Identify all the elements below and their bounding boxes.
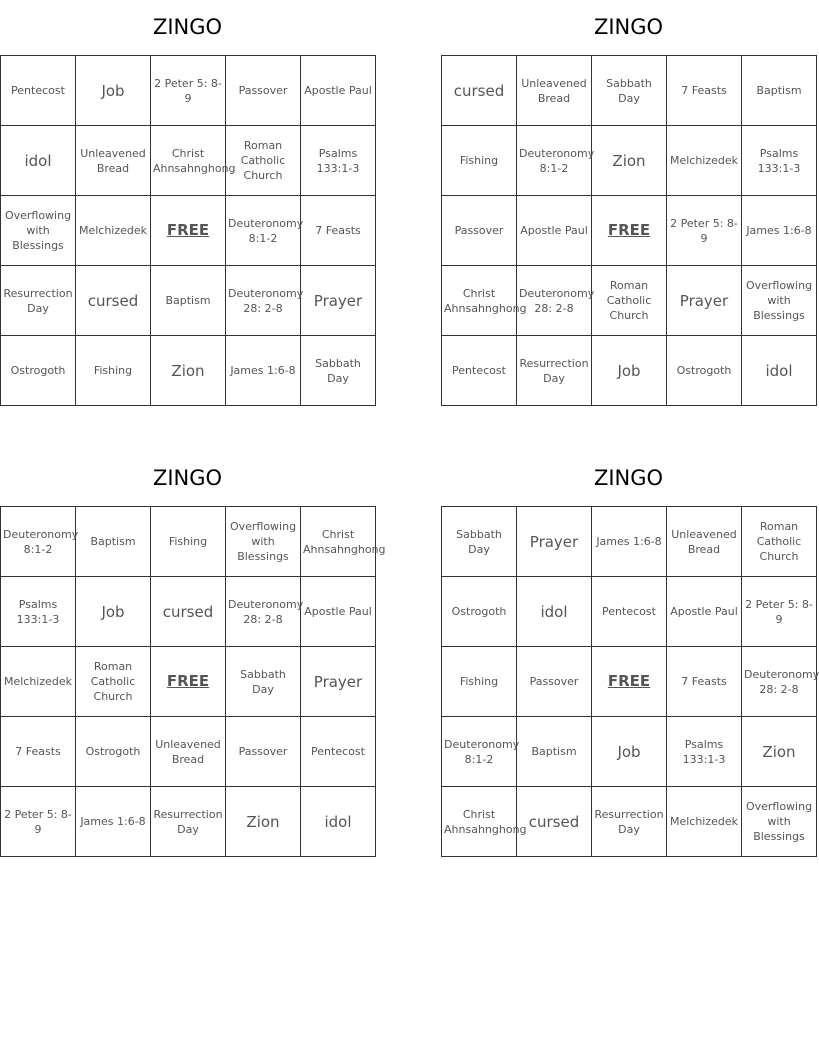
- bingo-cell: Melchizedek: [76, 196, 151, 266]
- bingo-cell: Prayer: [301, 266, 376, 336]
- bingo-cell: Melchizedek: [1, 647, 76, 717]
- bingo-cell: Job: [76, 577, 151, 647]
- bingo-cell: 7 Feasts: [667, 56, 742, 126]
- bingo-cell: Deuteronomy 8:1-2: [442, 717, 517, 787]
- bingo-cell: James 1:6-8: [592, 507, 667, 577]
- grid-row: [1, 126, 376, 196]
- bingo-cell: Unleavened Bread: [151, 717, 226, 787]
- bingo-cell: James 1:6-8: [226, 336, 301, 406]
- bingo-cell: Prayer: [667, 266, 742, 336]
- bingo-cell: Passover: [517, 647, 592, 717]
- bingo-cell: Baptism: [76, 507, 151, 577]
- bingo-cell: idol: [301, 787, 376, 857]
- grid-row: [1, 507, 376, 577]
- grid-row: [442, 717, 817, 787]
- bingo-cell: 7 Feasts: [301, 196, 376, 266]
- bingo-cell: Christ Ahnsahnghong: [151, 126, 226, 196]
- bingo-cell: Ostrogoth: [667, 336, 742, 406]
- grid-row: [442, 787, 817, 857]
- bingo-cell: Deuteronomy 8:1-2: [1, 507, 76, 577]
- bingo-cell: Overflowing with Blessings: [742, 787, 817, 857]
- grid-row: [1, 56, 376, 126]
- grid-row: [1, 196, 376, 266]
- bingo-cell: idol: [1, 126, 76, 196]
- card-title: ZINGO: [152, 466, 223, 490]
- bingo-cell: Fishing: [151, 507, 226, 577]
- grid-row: [1, 647, 376, 717]
- bingo-cell: Pentecost: [592, 577, 667, 647]
- bingo-cell: Deuteronomy 28: 2-8: [226, 266, 301, 336]
- bingo-cell: Deuteronomy 8:1-2: [226, 196, 301, 266]
- bingo-cell: Melchizedek: [667, 126, 742, 196]
- bingo-cell: Prayer: [517, 507, 592, 577]
- bingo-cell: cursed: [151, 577, 226, 647]
- grid-row: [442, 577, 817, 647]
- grid-row: [1, 266, 376, 336]
- bingo-card-3: [0, 451, 386, 856]
- bingo-cell: Ostrogoth: [442, 577, 517, 647]
- bingo-cell: Christ Ahnsahnghong: [442, 266, 517, 336]
- bingo-cell: Deuteronomy 28: 2-8: [226, 577, 301, 647]
- card-title: ZINGO: [593, 15, 664, 39]
- grid-row: [1, 717, 376, 787]
- bingo-cell: Zion: [592, 126, 667, 196]
- bingo-cell: Resurrection Day: [1, 266, 76, 336]
- bingo-cell: Pentecost: [301, 717, 376, 787]
- bingo-grid: [441, 506, 817, 857]
- bingo-cell: Roman Catholic Church: [76, 647, 151, 717]
- bingo-grid: [0, 506, 386, 857]
- bingo-grid: [0, 55, 376, 406]
- bingo-cell: Unleavened Bread: [517, 56, 592, 126]
- bingo-cell: Overflowing with Blessings: [1, 196, 76, 266]
- bingo-cell: Sabbath Day: [442, 507, 517, 577]
- bingo-card-2: [441, 0, 816, 405]
- bingo-cell: 2 Peter 5: 8-9: [151, 56, 226, 126]
- bingo-cell: 2 Peter 5: 8-9: [667, 196, 742, 266]
- bingo-cell: Roman Catholic Church: [742, 507, 817, 577]
- bingo-cell: Overflowing with Blessings: [226, 507, 301, 577]
- card-title: ZINGO: [152, 15, 223, 39]
- bingo-cell: Passover: [226, 56, 301, 126]
- card-title: ZINGO: [593, 466, 664, 490]
- bingo-cell: Resurrection Day: [151, 787, 226, 857]
- free-space: FREE: [592, 647, 667, 717]
- bingo-cell: 2 Peter 5: 8-9: [1, 787, 76, 857]
- bingo-cell: Zion: [226, 787, 301, 857]
- bingo-cell: Apostle Paul: [301, 56, 376, 126]
- bingo-cell: Sabbath Day: [301, 336, 376, 406]
- bingo-cell: Overflowing with Blessings: [742, 266, 817, 336]
- bingo-cell: Roman Catholic Church: [226, 126, 301, 196]
- bingo-cell: Ostrogoth: [76, 717, 151, 787]
- bingo-cell: 7 Feasts: [1, 717, 76, 787]
- bingo-cell: Resurrection Day: [592, 787, 667, 857]
- bingo-cell: Ostrogoth: [1, 336, 76, 406]
- bingo-cell: 7 Feasts: [667, 647, 742, 717]
- bingo-cell: Fishing: [76, 336, 151, 406]
- free-space: FREE: [151, 196, 226, 266]
- bingo-cell: Job: [592, 336, 667, 406]
- bingo-cell: Roman Catholic Church: [592, 266, 667, 336]
- bingo-cell: Passover: [442, 196, 517, 266]
- bingo-cell: James 1:6-8: [76, 787, 151, 857]
- bingo-cell: Resurrection Day: [517, 336, 592, 406]
- bingo-cell: cursed: [76, 266, 151, 336]
- bingo-cell: Apostle Paul: [667, 577, 742, 647]
- free-space: FREE: [592, 196, 667, 266]
- grid-row: [442, 196, 817, 266]
- grid-row: [442, 507, 817, 577]
- bingo-cell: Zion: [742, 717, 817, 787]
- bingo-cell: cursed: [517, 787, 592, 857]
- bingo-cell: Baptism: [517, 717, 592, 787]
- grid-row: [442, 647, 817, 717]
- bingo-cell: Job: [76, 56, 151, 126]
- bingo-cell: James 1:6-8: [742, 196, 817, 266]
- bingo-cell: 2 Peter 5: 8-9: [742, 577, 817, 647]
- bingo-cell: idol: [517, 577, 592, 647]
- bingo-cell: Psalms 133:1-3: [1, 577, 76, 647]
- bingo-cell: Apostle Paul: [517, 196, 592, 266]
- bingo-card-4: [441, 451, 819, 856]
- bingo-cell: Unleavened Bread: [76, 126, 151, 196]
- grid-row: [442, 266, 817, 336]
- bingo-cell: Unleavened Bread: [667, 507, 742, 577]
- bingo-cell: Zion: [151, 336, 226, 406]
- bingo-cell: Fishing: [442, 647, 517, 717]
- bingo-cell: Psalms 133:1-3: [667, 717, 742, 787]
- grid-row: [1, 787, 376, 857]
- grid-row: [442, 126, 817, 196]
- bingo-cell: Sabbath Day: [226, 647, 301, 717]
- grid-row: [1, 577, 376, 647]
- bingo-cell: Christ Ahnsahnghong: [301, 507, 376, 577]
- bingo-cell: cursed: [442, 56, 517, 126]
- bingo-cell: Christ Ahnsahnghong: [442, 787, 517, 857]
- bingo-cell: Apostle Paul: [301, 577, 376, 647]
- grid-row: [442, 56, 817, 126]
- bingo-cell: Baptism: [742, 56, 817, 126]
- bingo-card-1: [0, 0, 375, 405]
- grid-row: [1, 336, 376, 406]
- bingo-cell: Sabbath Day: [592, 56, 667, 126]
- bingo-cell: Psalms 133:1-3: [742, 126, 817, 196]
- bingo-cell: idol: [742, 336, 817, 406]
- bingo-cell: Passover: [226, 717, 301, 787]
- bingo-cell: Pentecost: [1, 56, 76, 126]
- grid-row: [442, 336, 817, 406]
- free-space: FREE: [151, 647, 226, 717]
- bingo-cell: Psalms 133:1-3: [301, 126, 376, 196]
- bingo-cell: Fishing: [442, 126, 517, 196]
- bingo-cell: Baptism: [151, 266, 226, 336]
- bingo-cell: Melchizedek: [667, 787, 742, 857]
- bingo-cell: Pentecost: [442, 336, 517, 406]
- bingo-cell: Deuteronomy 8:1-2: [517, 126, 592, 196]
- bingo-cell: Prayer: [301, 647, 376, 717]
- bingo-cell: Deuteronomy 28: 2-8: [742, 647, 817, 717]
- bingo-cell: Job: [592, 717, 667, 787]
- bingo-grid: [441, 55, 817, 406]
- bingo-cell: Deuteronomy 28: 2-8: [517, 266, 592, 336]
